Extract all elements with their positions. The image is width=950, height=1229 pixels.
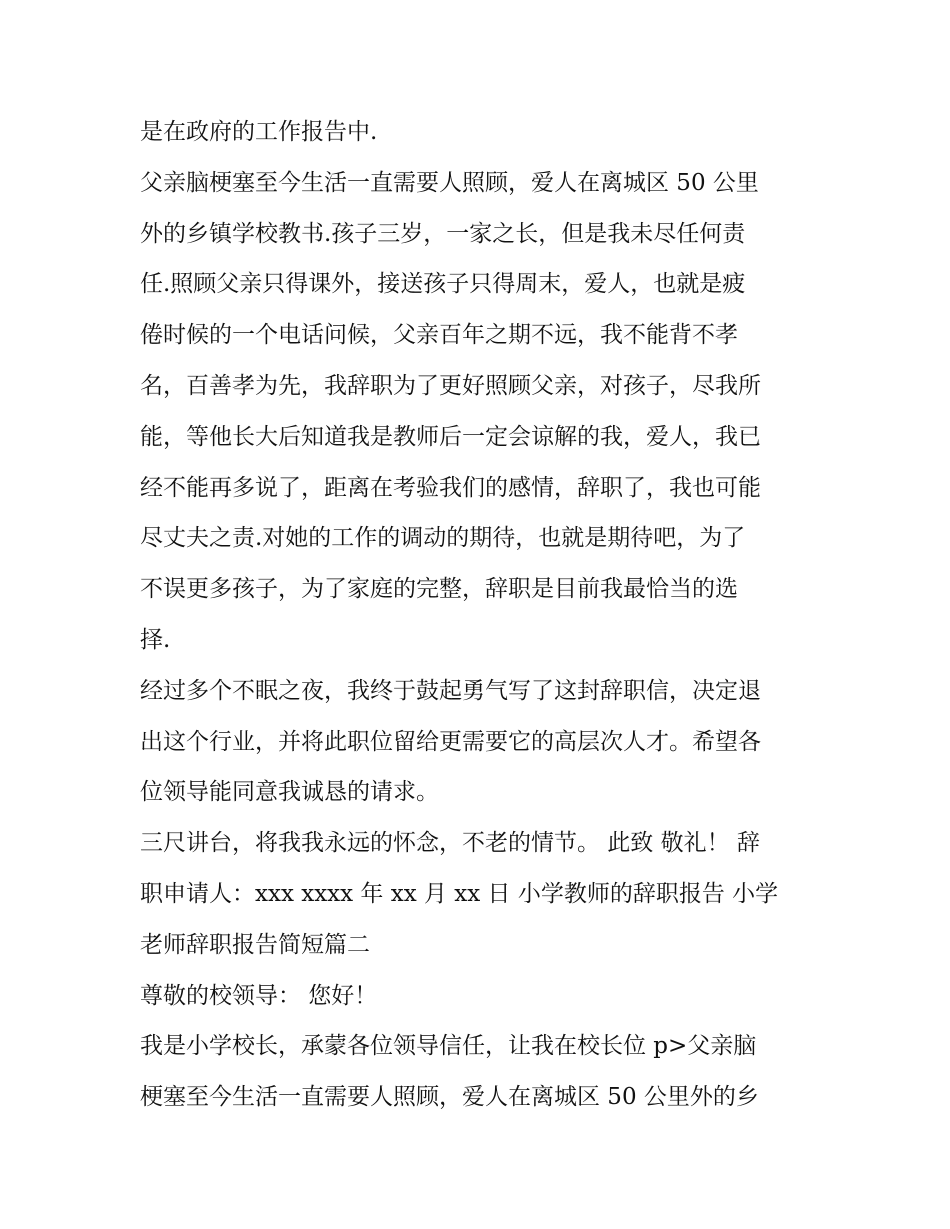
text-line: 三尺讲台，将我我永远的怀念，不老的情节。 此致 敬礼！ 辞 [140,830,760,857]
text-line: 不误更多孩子，为了家庭的完整，辞职是目前我最恰当的选 [140,576,738,603]
text-line: 经过多个不眠之夜，我终于鼓起勇气写了这封辞职信，决定退 [140,677,761,704]
text-line: 经不能再多说了，距离在考验我们的感情，辞职了，我也可能 [140,474,761,501]
text-line: 尊敬的校领导： 您好！ [140,982,378,1009]
text-line: 我是小学校长，承蒙各位领导信任，让我在校长位 p>父亲脑 [140,1033,757,1060]
text-line: 位领导能同意我诚恳的请求。 [140,779,439,806]
text-line: 尽丈夫之责.对她的工作的调动的期待，也就是期待吧，为了 [140,525,746,552]
body-text [140,107,830,1123]
text-line: 倦时候的一个电话问候，父亲百年之期不远，我不能背不孝 [140,322,738,349]
text-line: 梗塞至今生活一直需要人照顾，爱人在离城区 50 公里外的乡 [140,1084,759,1111]
text-line: 名，百善孝为先，我辞职为了更好照顾父亲，对孩子，尽我所 [140,372,761,399]
text-line: 任.照顾父亲只得课外，接送孩子只得周末，爱人，也就是疲 [140,271,746,298]
text-line: 是在政府的工作报告中. [140,119,378,145]
text-line: 择. [140,626,171,653]
text-line: 父亲脑梗塞至今生活一直需要人照顾，爱人在离城区 50 公里 [140,169,759,196]
text-line: 职申请人：xxx xxxx 年 xx 月 xx 日 小学教师的辞职报告 小学 [140,880,779,907]
text-line: 出这个行业，并将此职位留给更需要它的高层次人才。希望各 [140,728,761,755]
text-line: 能，等他长大后知道我是教师后一定会谅解的我，爱人，我已 [140,423,761,450]
text-line: 老师辞职报告简短篇二 [140,931,370,958]
text-line: 外的乡镇学校教书.孩子三岁，一家之长，但是我未尽任何责 [140,220,746,247]
